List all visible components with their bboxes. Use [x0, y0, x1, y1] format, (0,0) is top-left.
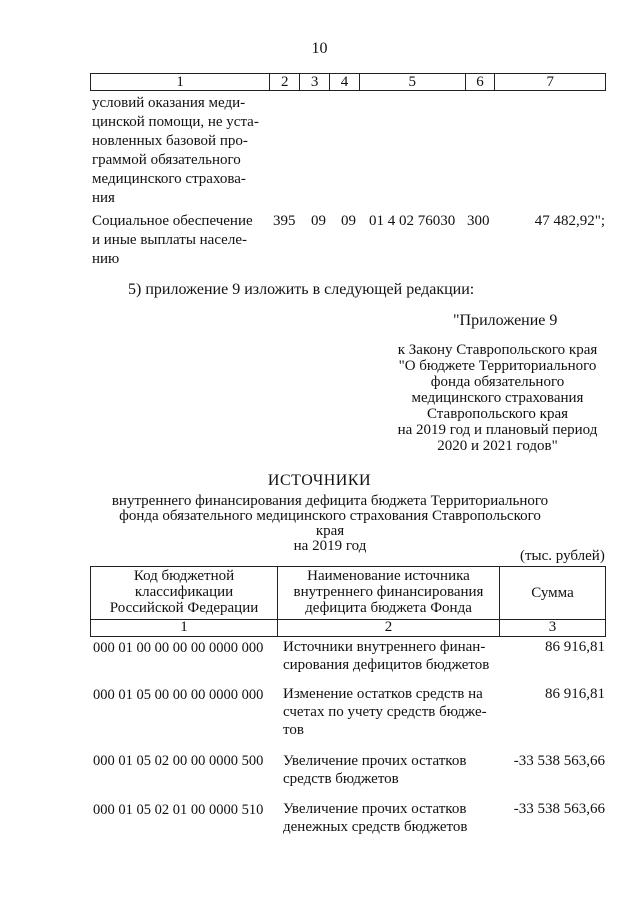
- sources-table-header: [90, 566, 606, 637]
- header-name: Наименование источника внутреннего финансирования дефицита бюджета Фонда: [278, 567, 500, 619]
- top-col-7: 7: [546, 74, 554, 90]
- table-row-code: 000 01 05 00 00 00 0000 000: [93, 687, 264, 703]
- social-row-col2: 395: [273, 213, 296, 229]
- page-number: 10: [311, 40, 328, 57]
- top-table-header: [90, 73, 606, 91]
- top-col-2: 2: [270, 74, 300, 90]
- amendment-text: 5) приложение 9 изложить в следующей редакции:: [128, 281, 475, 298]
- header-code: Код бюджетной классификации Российской Федерации: [91, 567, 278, 619]
- top-col-1: 1: [91, 74, 270, 90]
- top-col-6: 6: [466, 74, 496, 90]
- social-row-col7: 47 482,92";: [534, 213, 605, 229]
- colnum-1: 1: [91, 620, 278, 636]
- social-row-col6: 300: [467, 213, 490, 229]
- sources-title: ИСТОЧНИКИ: [267, 472, 372, 489]
- top-col-5: 5: [360, 74, 466, 90]
- appendix-subtitle: к Закону Ставропольского края "О бюджете Территориального фонда обязательного медицинского страхования Ставропольского края на 2019 год и плановый период 2020 и 2021 годов": [397, 342, 598, 454]
- social-row-col4: 09: [341, 213, 356, 229]
- top-col-3: 3: [300, 74, 330, 90]
- table-row-code: 000 01 05 02 00 00 0000 500: [93, 753, 264, 769]
- sources-subtitle: внутреннего финансирования дефицита бюджета Территориального фонда обязательного медицинского страхования Ставропольского края на 2019 год: [111, 493, 549, 554]
- table-row-code: 000 01 00 00 00 00 0000 000: [93, 640, 264, 656]
- appendix-title: "Приложение 9: [453, 312, 558, 329]
- social-row-col3: 09: [311, 213, 326, 229]
- table-row-name: Увеличение прочих остатков средств бюджетов: [283, 753, 467, 787]
- social-row-col5: 01 4 02 76030: [369, 213, 456, 229]
- table-row-sum: 86 916,81: [545, 639, 605, 655]
- continuation-text: условий оказания меди- цинской помощи, не уста- новленных базовой про- граммой обязательного медицинского страхова- ния: [92, 95, 259, 206]
- table-row-name: Изменение остатков средств на счетах по учету средств бюдже- тов: [283, 686, 487, 738]
- table-row-name: Увеличение прочих остатков денежных средств бюджетов: [283, 801, 468, 835]
- table-row-sum: -33 538 563,66: [513, 753, 605, 769]
- column-number-row: [91, 620, 605, 636]
- table-row-name: Источники внутреннего финан- сирования дефицитов бюджетов: [283, 639, 490, 673]
- top-col-4: 4: [330, 74, 360, 90]
- table-row-sum: -33 538 563,66: [513, 801, 605, 817]
- header-sum: Сумма: [531, 585, 574, 601]
- header-row: [91, 567, 605, 620]
- colnum-3: 3: [548, 619, 557, 635]
- social-row-name: Социальное обеспечение и иные выплаты населе- нию: [92, 213, 253, 267]
- table-row-sum: 86 916,81: [545, 686, 605, 702]
- units-label: (тыс. рублей): [520, 548, 605, 564]
- colnum-2: 2: [278, 620, 500, 636]
- table-row-code: 000 01 05 02 01 00 0000 510: [93, 802, 264, 818]
